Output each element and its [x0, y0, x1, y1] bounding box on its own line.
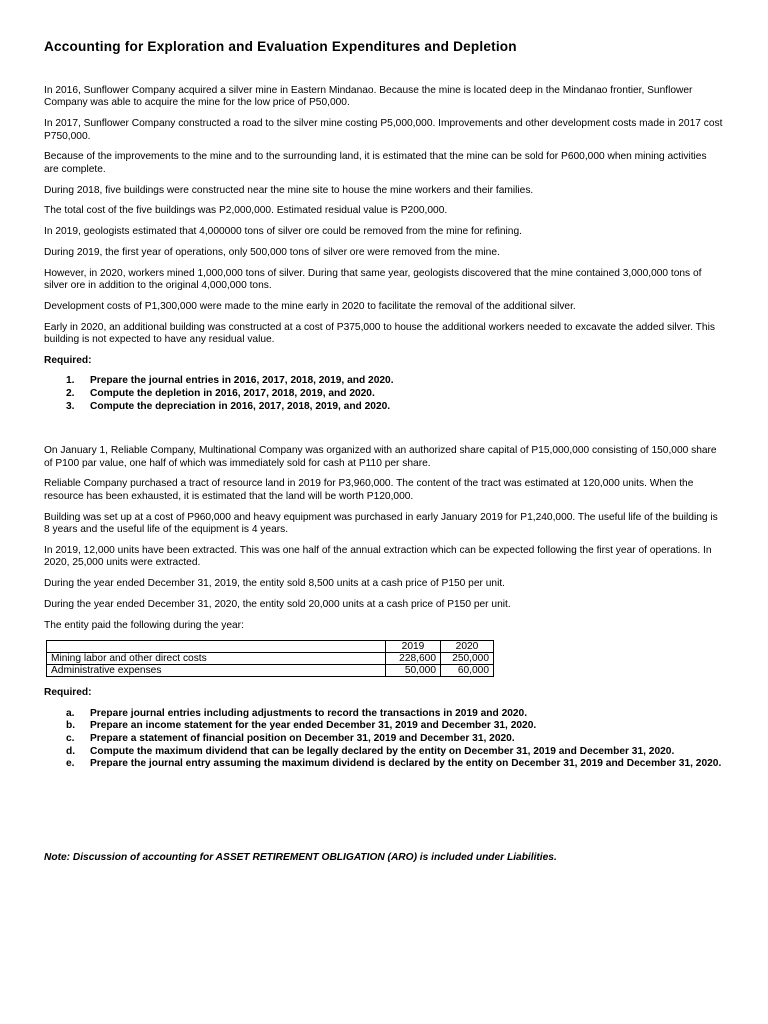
list-item-number: 3. — [66, 400, 75, 412]
list-item-text: Compute the maximum dividend that can be legally declared by the entity on December 31, 2019 and December 31, 2020. — [90, 745, 675, 757]
list-item-text: Compute the depletion in 2016, 2017, 2018, 2019, and 2020. — [90, 388, 375, 399]
list-item-text: Prepare the journal entry assuming the maximum dividend is declared by the entity on December 31, 2019 and December 31, 2020. — [90, 758, 722, 770]
list-item — [44, 746, 724, 759]
required-list — [44, 375, 724, 413]
table-row — [47, 653, 494, 665]
paragraph: Reliable Company purchased a tract of resource land in 2019 for P3,960,000. The content of the tract was estimated at 120,000 units. When the resource has been exhausted, it is estimated that the land will be worth P120,000. — [44, 478, 694, 502]
section-spacer — [44, 677, 724, 687]
list-item-number: 1. — [66, 375, 75, 387]
table-cell-2020: 60,000 — [441, 665, 494, 677]
paragraph: Early in 2020, an additional building was constructed at a cost of P375,000 to house the additional workers needed to excavate the added silver. This building is not expected to have any residual value. — [44, 321, 715, 346]
list-item-text: Prepare journal entries including adjustments to record the transactions in 2019 and 2020. — [90, 707, 528, 719]
table-cell-label: Mining labor and other direct costs — [47, 653, 386, 665]
paragraph: During 2019, the first year of operations, only 500,000 tons of silver ore were removed from the mine. — [44, 247, 500, 258]
list-item-number: a. — [66, 707, 75, 719]
required-heading: Required: — [44, 687, 92, 699]
document-body — [44, 85, 724, 771]
expenses-table — [46, 640, 494, 677]
required-heading: Required: — [44, 355, 92, 366]
table-header-cell — [47, 641, 386, 653]
list-item-text: Prepare the journal entries in 2016, 2017, 2018, 2019, and 2020. — [90, 375, 394, 387]
list-item-number: b. — [66, 720, 76, 732]
list-item-number: d. — [66, 745, 76, 757]
list-item — [44, 401, 724, 414]
list-item-text: Compute the depreciation in 2016, 2017, 2018, 2019, and 2020. — [90, 400, 391, 412]
paragraph: In 2019, 12,000 units have been extracted. This was one half of the annual extraction which can be expected following the first year of operations. In 2020, 25,000 units were extracted. — [44, 544, 712, 569]
list-item-number: e. — [66, 758, 75, 770]
table-header-row — [47, 641, 494, 653]
paragraph: In 2019, geologists estimated that 4,000000 tons of silver ore could be removed from the mine for refining. — [44, 226, 522, 238]
list-item — [44, 388, 724, 401]
paragraph: During the year ended December 31, 2019, the entity sold 8,500 units at a cash price of P150 per unit. — [44, 578, 505, 589]
paragraph: Because of the improvements to the mine and to the surrounding land, it is estimated that the mine can be sold for P600,000 when mining activities are complete. — [44, 151, 707, 175]
required-list — [44, 708, 724, 771]
paragraph: Development costs of P1,300,000 were made to the mine early in 2020 to facilitate the removal of the additional silver. — [44, 301, 576, 312]
paragraph: During 2018, five buildings were constructed near the mine site to house the mine workers and their families. — [44, 184, 534, 196]
list-item-text: Prepare an income statement for the year ended December 31, 2019 and December 31, 2020. — [90, 720, 537, 732]
table-cell-2019: 228,600 — [386, 653, 441, 665]
paragraph: In 2016, Sunflower Company acquired a silver mine in Eastern Mindanao. Because the mine is located deep in the Mindanao frontier, Sunflower Company was able to acquire the mine for the low price of P50,000. — [44, 85, 693, 109]
table-header-cell: 2020 — [441, 641, 494, 653]
paragraph: However, in 2020, workers mined 1,000,000 tons of silver. During that same year, geologists discovered that the mine contained 3,000,000 tons of silver ore in addition to the original 4,000,000 tons. — [44, 267, 702, 292]
paragraph: The entity paid the following during the year: — [44, 619, 244, 631]
table-cell-2019: 50,000 — [386, 665, 441, 677]
section-spacer — [44, 413, 724, 445]
table-row — [47, 665, 494, 677]
footnote: Note: Discussion of accounting for ASSET RETIREMENT OBLIGATION (ARO) is included under Liabilities. — [44, 852, 557, 863]
list-item — [44, 375, 724, 388]
list-item — [44, 758, 724, 771]
paragraph: Building was set up at a cost of P960,000 and heavy equipment was purchased in early January 2019 for P1,240,000. The useful life of the building is 8 years and the useful life of the equipment is 4 years. — [44, 511, 718, 535]
table-header-cell: 2019 — [386, 641, 441, 653]
table-cell-2020: 250,000 — [441, 653, 494, 665]
paragraph: The total cost of the five buildings was P2,000,000. Estimated residual value is P200,000. — [44, 205, 448, 217]
paragraph: In 2017, Sunflower Company constructed a road to the silver mine costing P5,000,000. Improvements and other development costs made in 2017 cost P750,000. — [44, 118, 723, 142]
paragraph: During the year ended December 31, 2020, the entity sold 20,000 units at a cash price of P150 per unit. — [44, 598, 511, 610]
list-item — [44, 733, 724, 746]
paragraph: On January 1, Reliable Company, Multinational Company was organized with an authorized share capital of P15,000,000 consisting of 150,000 share of P100 par value, one half of which was immediately sold for cash at P110 per share. — [44, 445, 717, 469]
table-cell-label: Administrative expenses — [47, 665, 386, 677]
list-item-number: c. — [66, 732, 75, 744]
list-item — [44, 720, 724, 733]
list-item-number: 2. — [66, 388, 75, 399]
list-item — [44, 708, 724, 721]
list-item-text: Prepare a statement of financial position on December 31, 2019 and December 31, 2020. — [90, 732, 515, 744]
document-title: Accounting for Exploration and Evaluation Expenditures and Depletion — [44, 39, 517, 54]
